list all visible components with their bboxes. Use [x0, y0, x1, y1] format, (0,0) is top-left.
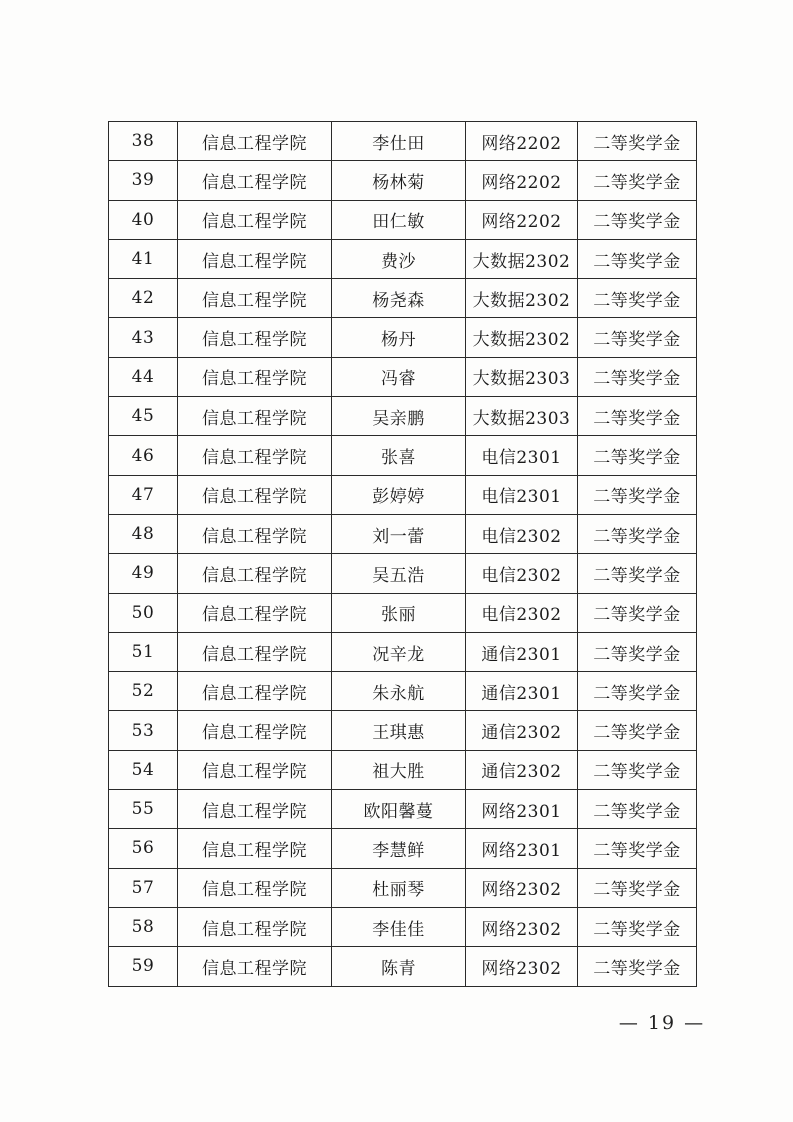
class-cell: 大数据2302	[466, 279, 578, 318]
scholarship-table	[108, 121, 697, 987]
award-cell: 二等奖学金	[578, 239, 697, 278]
table-row	[109, 397, 697, 436]
award-cell: 二等奖学金	[578, 318, 697, 357]
student-name-cell: 杨丹	[332, 318, 466, 357]
table-row	[109, 239, 697, 278]
row-number: 58	[109, 907, 178, 946]
table-row	[109, 475, 697, 514]
class-cell: 网络2202	[466, 200, 578, 239]
award-cell: 二等奖学金	[578, 514, 697, 553]
college-cell: 信息工程学院	[178, 750, 332, 789]
college-cell: 信息工程学院	[178, 711, 332, 750]
row-number: 57	[109, 868, 178, 907]
table-row	[109, 554, 697, 593]
award-cell: 二等奖学金	[578, 711, 697, 750]
college-cell: 信息工程学院	[178, 397, 332, 436]
student-name-cell: 田仁敏	[332, 200, 466, 239]
table-row	[109, 829, 697, 868]
table-row	[109, 161, 697, 200]
row-number: 46	[109, 436, 178, 475]
table-row	[109, 790, 697, 829]
college-cell: 信息工程学院	[178, 907, 332, 946]
college-cell: 信息工程学院	[178, 947, 332, 986]
table-row	[109, 514, 697, 553]
student-name-cell: 费沙	[332, 239, 466, 278]
student-name-cell: 刘一蕾	[332, 514, 466, 553]
class-cell: 大数据2303	[466, 357, 578, 396]
class-cell: 电信2302	[466, 514, 578, 553]
award-cell: 二等奖学金	[578, 907, 697, 946]
table-row	[109, 750, 697, 789]
college-cell: 信息工程学院	[178, 122, 332, 161]
class-cell: 网络2302	[466, 868, 578, 907]
class-cell: 网络2301	[466, 829, 578, 868]
student-name-cell: 杨尧森	[332, 279, 466, 318]
row-number: 55	[109, 790, 178, 829]
college-cell: 信息工程学院	[178, 436, 332, 475]
table-row	[109, 711, 697, 750]
page-number: — 19 —	[618, 1012, 706, 1034]
table-row	[109, 907, 697, 946]
student-name-cell: 王琪惠	[332, 711, 466, 750]
award-cell: 二等奖学金	[578, 475, 697, 514]
college-cell: 信息工程学院	[178, 790, 332, 829]
class-cell: 网络2202	[466, 122, 578, 161]
class-cell: 电信2301	[466, 475, 578, 514]
table-row	[109, 868, 697, 907]
student-name-cell: 冯睿	[332, 357, 466, 396]
row-number: 44	[109, 357, 178, 396]
class-cell: 电信2301	[466, 436, 578, 475]
award-cell: 二等奖学金	[578, 750, 697, 789]
class-cell: 大数据2302	[466, 239, 578, 278]
college-cell: 信息工程学院	[178, 514, 332, 553]
student-name-cell: 彭婷婷	[332, 475, 466, 514]
award-cell: 二等奖学金	[578, 593, 697, 632]
row-number: 53	[109, 711, 178, 750]
student-name-cell: 张丽	[332, 593, 466, 632]
row-number: 48	[109, 514, 178, 553]
row-number: 56	[109, 829, 178, 868]
table-row	[109, 947, 697, 986]
row-number: 40	[109, 200, 178, 239]
student-name-cell: 杨林菊	[332, 161, 466, 200]
table-row	[109, 318, 697, 357]
student-name-cell: 陈青	[332, 947, 466, 986]
award-cell: 二等奖学金	[578, 868, 697, 907]
row-number: 42	[109, 279, 178, 318]
class-cell: 通信2301	[466, 672, 578, 711]
award-cell: 二等奖学金	[578, 279, 697, 318]
row-number: 41	[109, 239, 178, 278]
award-cell: 二等奖学金	[578, 790, 697, 829]
row-number: 51	[109, 632, 178, 671]
award-cell: 二等奖学金	[578, 436, 697, 475]
class-cell: 网络2302	[466, 907, 578, 946]
college-cell: 信息工程学院	[178, 357, 332, 396]
table-row	[109, 632, 697, 671]
student-name-cell: 吴亲鹏	[332, 397, 466, 436]
student-name-cell: 吴五浩	[332, 554, 466, 593]
college-cell: 信息工程学院	[178, 161, 332, 200]
row-number: 45	[109, 397, 178, 436]
table-row	[109, 672, 697, 711]
student-name-cell: 况辛龙	[332, 632, 466, 671]
student-name-cell: 朱永航	[332, 672, 466, 711]
award-cell: 二等奖学金	[578, 397, 697, 436]
class-cell: 电信2302	[466, 554, 578, 593]
college-cell: 信息工程学院	[178, 318, 332, 357]
table-row	[109, 357, 697, 396]
table-row	[109, 200, 697, 239]
college-cell: 信息工程学院	[178, 554, 332, 593]
college-cell: 信息工程学院	[178, 200, 332, 239]
row-number: 52	[109, 672, 178, 711]
college-cell: 信息工程学院	[178, 672, 332, 711]
student-name-cell: 欧阳馨蔓	[332, 790, 466, 829]
award-cell: 二等奖学金	[578, 632, 697, 671]
award-cell: 二等奖学金	[578, 200, 697, 239]
table-body	[109, 122, 697, 987]
college-cell: 信息工程学院	[178, 593, 332, 632]
award-cell: 二等奖学金	[578, 161, 697, 200]
row-number: 43	[109, 318, 178, 357]
award-cell: 二等奖学金	[578, 357, 697, 396]
class-cell: 大数据2303	[466, 397, 578, 436]
class-cell: 大数据2302	[466, 318, 578, 357]
class-cell: 电信2302	[466, 593, 578, 632]
student-name-cell: 李慧鲜	[332, 829, 466, 868]
student-name-cell: 李仕田	[332, 122, 466, 161]
college-cell: 信息工程学院	[178, 279, 332, 318]
college-cell: 信息工程学院	[178, 829, 332, 868]
row-number: 39	[109, 161, 178, 200]
class-cell: 通信2302	[466, 711, 578, 750]
award-cell: 二等奖学金	[578, 672, 697, 711]
row-number: 47	[109, 475, 178, 514]
table-row	[109, 593, 697, 632]
row-number: 54	[109, 750, 178, 789]
student-name-cell: 李佳佳	[332, 907, 466, 946]
row-number: 59	[109, 947, 178, 986]
class-cell: 通信2302	[466, 750, 578, 789]
student-name-cell: 张喜	[332, 436, 466, 475]
class-cell: 通信2301	[466, 632, 578, 671]
row-number: 49	[109, 554, 178, 593]
award-cell: 二等奖学金	[578, 122, 697, 161]
student-name-cell: 祖大胜	[332, 750, 466, 789]
class-cell: 网络2202	[466, 161, 578, 200]
college-cell: 信息工程学院	[178, 632, 332, 671]
award-cell: 二等奖学金	[578, 947, 697, 986]
row-number: 50	[109, 593, 178, 632]
table-row	[109, 122, 697, 161]
row-number: 38	[109, 122, 178, 161]
college-cell: 信息工程学院	[178, 475, 332, 514]
table-row	[109, 436, 697, 475]
student-name-cell: 杜丽琴	[332, 868, 466, 907]
college-cell: 信息工程学院	[178, 868, 332, 907]
award-cell: 二等奖学金	[578, 829, 697, 868]
table-row	[109, 279, 697, 318]
class-cell: 网络2301	[466, 790, 578, 829]
college-cell: 信息工程学院	[178, 239, 332, 278]
class-cell: 网络2302	[466, 947, 578, 986]
award-cell: 二等奖学金	[578, 554, 697, 593]
